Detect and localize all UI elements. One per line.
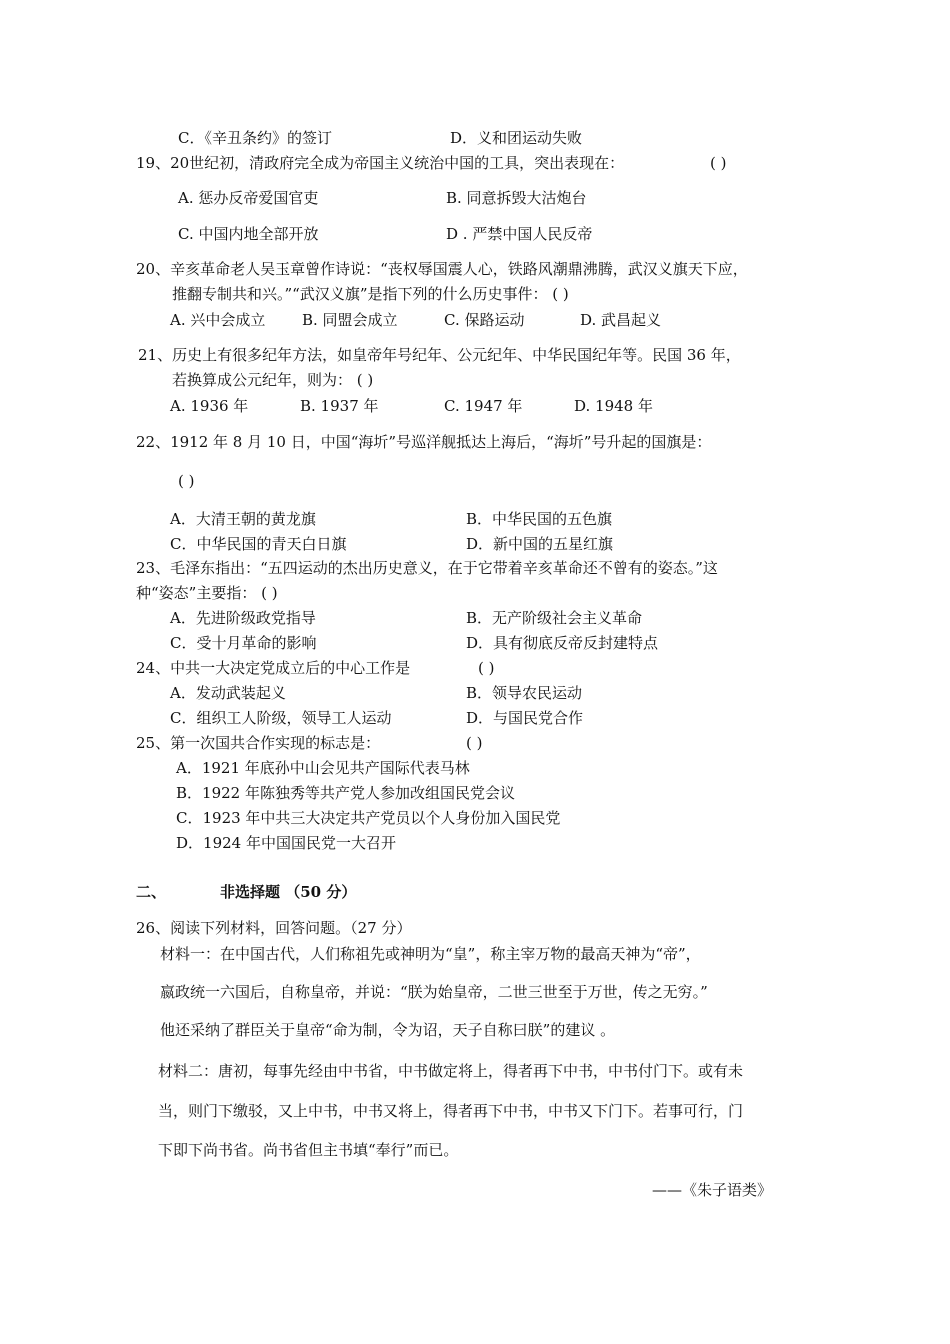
q22-option-d: D．新中国的五星红旗 (466, 535, 614, 553)
q19-answer-paren: ( ) (710, 154, 727, 172)
q18-option-d: D．义和团运动失败 (450, 129, 583, 147)
q23-stem-line2: 种“姿态”主要指： ( ) (136, 584, 278, 602)
q20-option-a: A. 兴中会成立 (170, 311, 266, 329)
q25-answer-paren: ( ) (466, 734, 483, 752)
q21-option-d: D. 1948 年 (574, 397, 653, 415)
section-number: 二、 (136, 883, 167, 901)
q24-option-a: A．发动武装起义 (170, 684, 286, 702)
q18-option-c: C．《辛丑条约》的签订 (178, 129, 332, 147)
q25-option-d: D．1924 年中国国民党一大召开 (176, 834, 396, 852)
q21-stem-line2: 若换算成公元纪年，则为： ( ) (172, 371, 374, 389)
q19-option-b: B. 同意拆毁大沽炮台 (446, 189, 587, 207)
q21-option-b: B. 1937 年 (300, 397, 379, 415)
q26-material2-line3: 下即下尚书省。尚书省但主书填“奉行”而已。 (158, 1141, 459, 1159)
q23-stem-line1: 23、毛泽东指出：“五四运动的杰出历史意义，在于它带着辛亥革命还不曾有的姿态。”这 (136, 559, 718, 577)
q20-option-b: B. 同盟会成立 (302, 311, 398, 329)
q23-option-b: B．无产阶级社会主义革命 (466, 609, 643, 627)
q24-option-b: B．领导农民运动 (466, 684, 583, 702)
q22-answer-paren: ( ) (178, 472, 195, 490)
q26-material1-line1: 材料一：在中国古代，人们称祖先或神明为“皇”，称主宰万物的最高天神为“帝”， (160, 945, 701, 963)
q24-answer-paren: ( ) (478, 659, 495, 677)
q26-material2-line1: 材料二：唐初，每事先经由中书省，中书做定将上，得者再下中书，中书付门下。或有未 (158, 1062, 744, 1080)
section-title: 非选择题 （50 分） (220, 883, 357, 901)
q20-stem-line1: 20、辛亥革命老人吴玉章曾作诗说：“丧权辱国震人心，铁路风潮鼎沸腾，武汉义旗天下应， (136, 260, 748, 278)
q20-stem-line2: 推翻专制共和兴。”“武汉义旗”是指下列的什么历史事件： ( ) (172, 285, 569, 303)
q22-option-b: B．中华民国的五色旗 (466, 510, 613, 528)
q25-option-b: B．1922 年陈独秀等共产党人参加改组国民党会议 (176, 784, 515, 802)
q20-option-c: C. 保路运动 (444, 311, 525, 329)
q19-option-c: C. 中国内地全部开放 (178, 225, 319, 243)
q20-option-d: D. 武昌起义 (580, 311, 662, 329)
q23-option-d: D．具有彻底反帝反封建特点 (466, 634, 659, 652)
q23-option-a: A．先进阶级政党指导 (170, 609, 316, 627)
q19-option-d: D . 严禁中国人民反帝 (446, 225, 593, 243)
q26-material2-line2: 当，则门下缴驳，又上中书，中书又将上，得者再下中书，中书又下门下。若事可行，门 (158, 1102, 744, 1120)
q26-material1-line2: 嬴政统一六国后，自称皇帝，并说：“朕为始皇帝，二世三世至于万世，传之无穷。” (160, 983, 708, 1001)
q22-option-c: C．中华民国的青天白日旗 (170, 535, 347, 553)
q21-option-c: C. 1947 年 (444, 397, 523, 415)
q24-option-d: D．与国民党合作 (466, 709, 584, 727)
q24-option-c: C．组织工人阶级，领导工人运动 (170, 709, 392, 727)
q26-stem: 26、阅读下列材料，回答问题。（27 分） (136, 919, 412, 937)
q19-option-a: A. 惩办反帝爱国官吏 (178, 189, 319, 207)
q22-stem: 22、1912 年 8 月 10 日，中国“海圻”号巡洋舰抵达上海后，“海圻”号升起的国旗是： (136, 433, 712, 451)
q26-source-citation: ——《朱子语类》 (652, 1181, 773, 1199)
q21-option-a: A. 1936 年 (170, 397, 249, 415)
q25-stem: 25、第一次国共合作实现的标志是： (136, 734, 381, 752)
q19-stem: 19、20世纪初，清政府完全成为帝国主义统治中国的工具，突出表现在： (136, 154, 625, 172)
q24-stem: 24、中共一大决定党成立后的中心工作是 (136, 659, 411, 677)
q22-option-a: A．大清王朝的黄龙旗 (170, 510, 316, 528)
q23-option-c: C．受十月革命的影响 (170, 634, 317, 652)
q25-option-a: A．1921 年底孙中山会见共产国际代表马林 (176, 759, 470, 777)
q26-material1-line3: 他还采纳了群臣关于皇帝“命为制，令为诏，天子自称曰朕”的建议 。 (160, 1021, 616, 1039)
q21-stem-line1: 21、历史上有很多纪年方法，如皇帝年号纪年、公元纪年、中华民国纪年等。民国 36 年， (138, 346, 741, 364)
q25-option-c: C．1923 年中共三大决定共产党员以个人身份加入国民党 (176, 809, 561, 827)
